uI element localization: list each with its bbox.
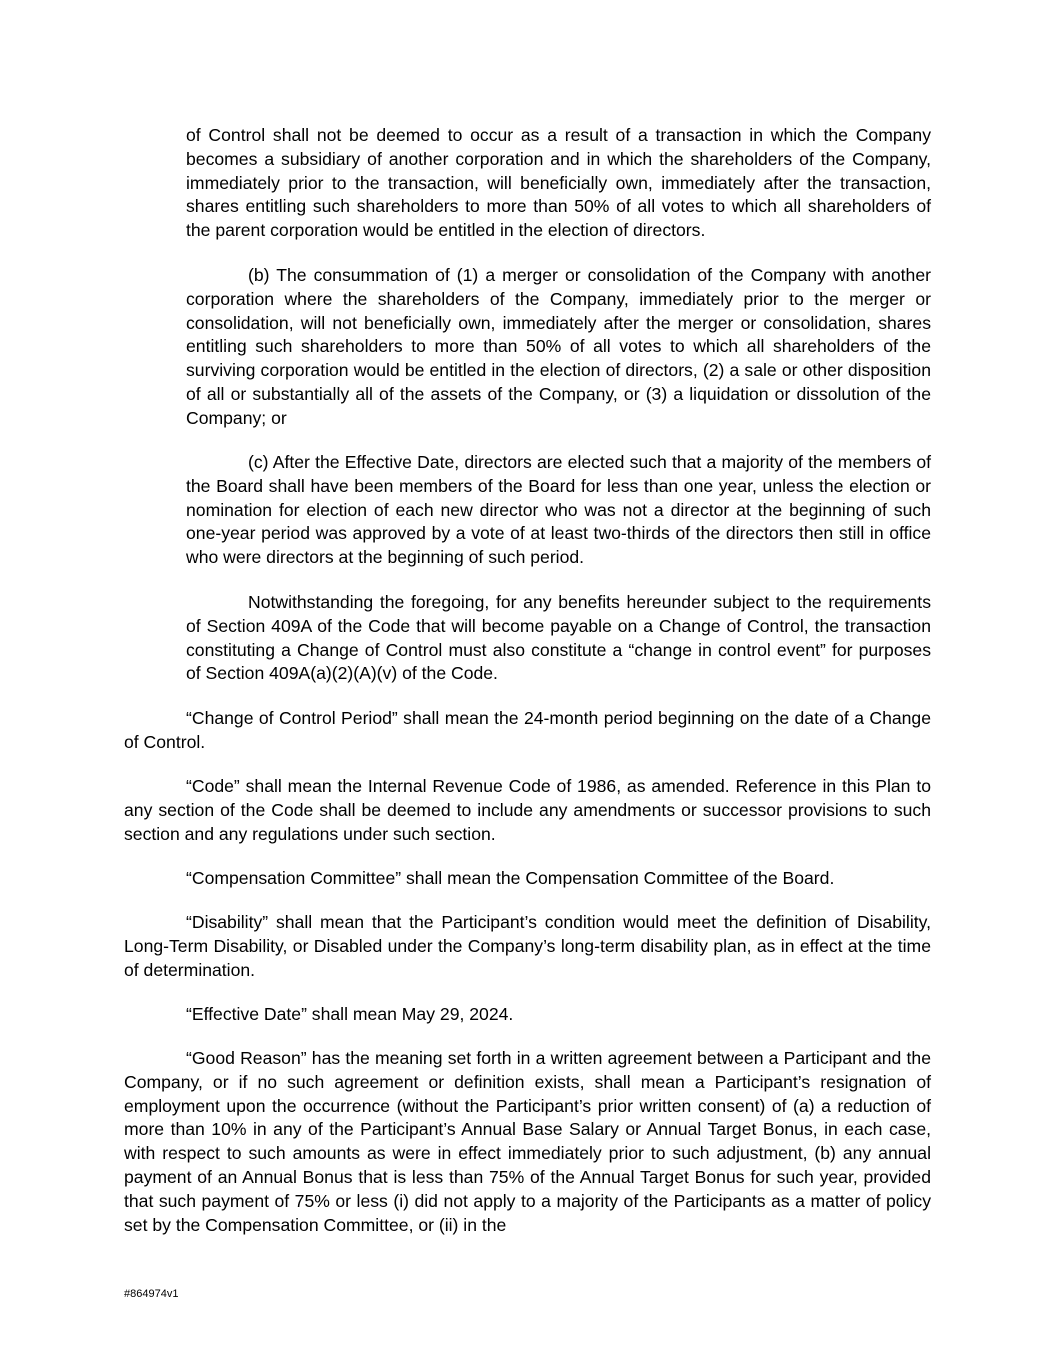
effective-date-definition: “Effective Date” shall mean May 29, 2024. xyxy=(186,1004,514,1024)
notwithstanding-paragraph: Notwithstanding the foregoing, for any benefits hereunder subject to the requirements of Section 409A of the Code that will become payable on a Change of Control, the transaction constituting a Change of Control must also constitute a “change in control event” for purposes of Section 409A(a)(2)(A)(v) of the Code. xyxy=(186,592,931,684)
compensation-committee-definition: “Compensation Committee” shall mean the Compensation Committee of the Board. xyxy=(186,868,835,888)
code-definition: “Code” shall mean the Internal Revenue Code of 1986, as amended. Reference in this Plan to any section of the Code shall be deemed to include any amendments or successor provisions to such section and any regulations under such section. xyxy=(124,776,931,844)
document-version-code: #864974v1 xyxy=(124,1288,179,1300)
clause-b-paragraph: (b) The consummation of (1) a merger or consolidation of the Company with another corporation where the shareholders of the Company, immediately prior to the merger or consolidation, will not beneficially own, immediately after the merger or consolidation, shares entitling such shareholders to more than 50% of all votes to which all shareholders of the surviving corporation would be entitled in the election of directors, (2) a sale or other disposition of all or substantially all of the assets of the Company, or (3) a liquidation or dissolution of the Company; or xyxy=(186,265,931,428)
change-of-control-period-definition: “Change of Control Period” shall mean the 24-month period beginning on the date of a Change of Control. xyxy=(124,708,931,752)
good-reason-definition: “Good Reason” has the meaning set forth in a written agreement between a Participant and the Company, or if no such agreement or definition exists, shall mean a Participant’s resignation of employment upon the occurrence (without the Participant’s prior written consent) of (a) a reduction of more than 10% in any of the Participant’s Annual Base Salary or Annual Target Bonus, in each case, with respect to such amounts as were in effect immediately prior to such adjustment, (b) any annual payment of an Annual Bonus that is less than 75% of the Annual Target Bonus for such year, provided that such payment of 75% or less (i) did not apply to a majority of the Participants as a matter of policy set by the Compensation Committee, or (ii) in the xyxy=(124,1048,931,1235)
change-of-control-continuation-paragraph: of Control shall not be deemed to occur as a result of a transaction in which the Company becomes a subsidiary of another corporation and in which the shareholders of the Company, immediately prior to the transaction, will beneficially own, immediately after the transaction, shares entitling such shareholders to more than 50% of all votes to which all shareholders of the parent corporation would be entitled in the election of directors. xyxy=(186,125,931,241)
disability-definition: “Disability” shall mean that the Participant’s condition would meet the definition of Disability, Long-Term Disability, or Disabled under the Company’s long-term disability plan, as in effect at the time of determination. xyxy=(124,912,931,980)
clause-c-paragraph: (c) After the Effective Date, directors are elected such that a majority of the members of the Board shall have been members of the Board for less than one year, unless the election or nomination for election of each new director who was not a director at the beginning of such one-year period was approved by a vote of at least two-thirds of the directors then still in office who were directors at the beginning of such period. xyxy=(186,452,931,568)
